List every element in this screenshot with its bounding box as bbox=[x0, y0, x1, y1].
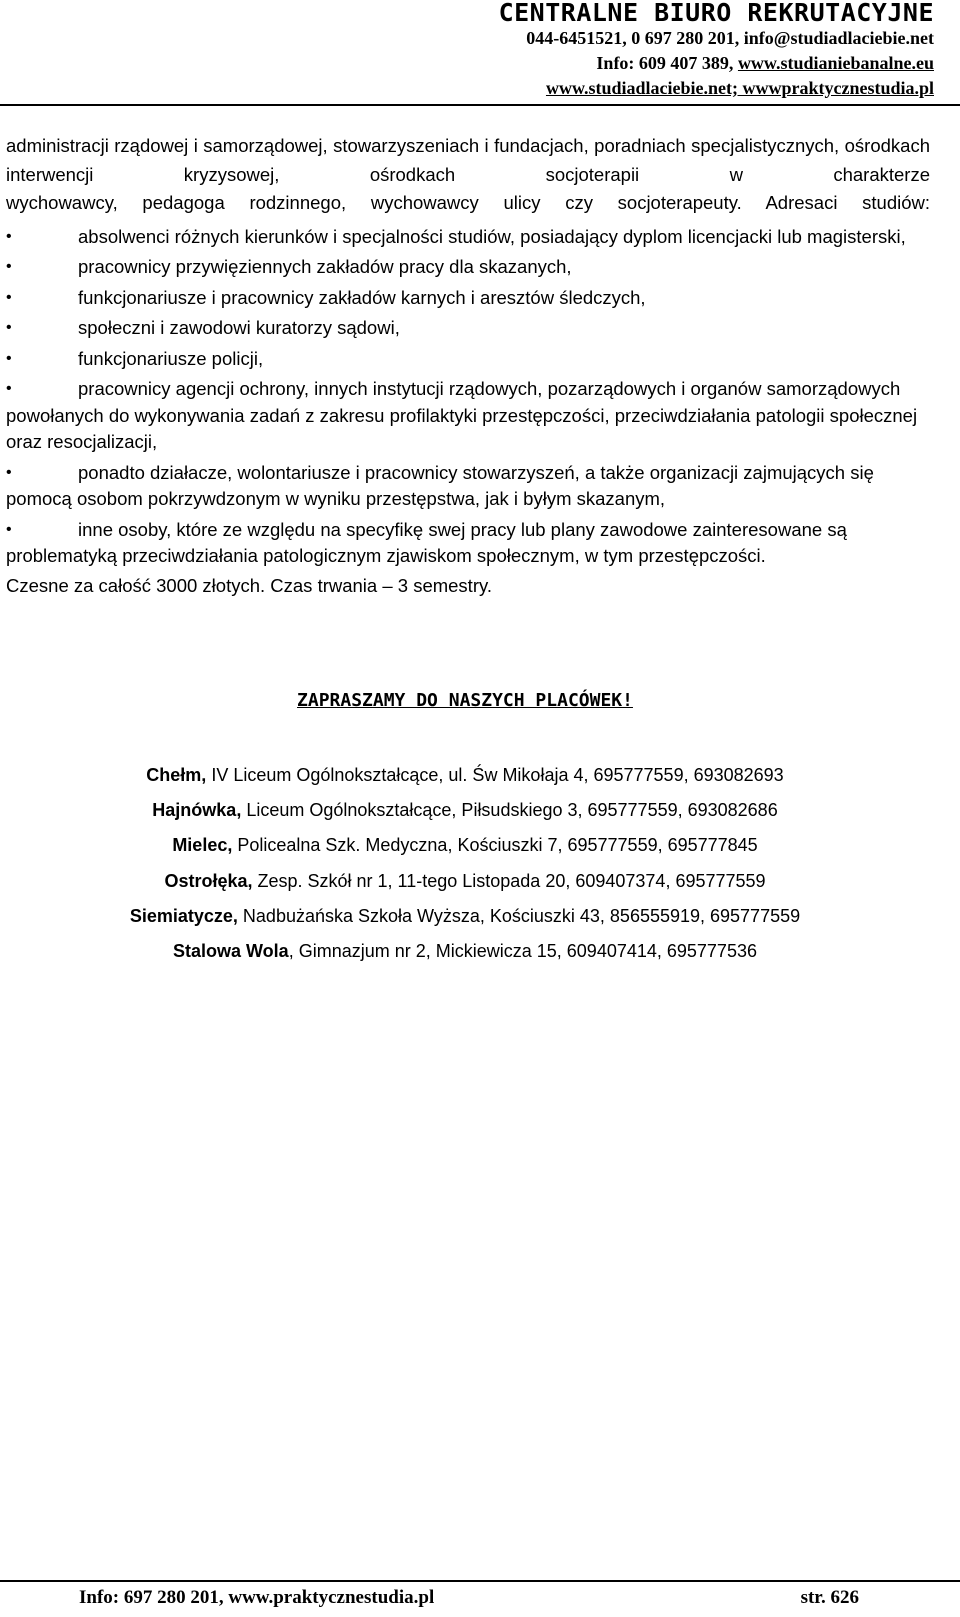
location-item bbox=[0, 758, 930, 793]
list-item: • ponadto działacze, wolontariusze i pracownicy stowarzyszeń, a także organizacji zajmujących się pomocą osobom pokrzywdzonym w wyniku przestępstwa, jak i byłym skazanym, bbox=[6, 461, 874, 509]
list-item: • inne osoby, które ze względu na specyfikę swej pracy lub plany zawodowe zainteresowane są problematyką przeciwdziałania patologicznym zjawiskom społecznym, w tym przestępczości. bbox=[6, 518, 847, 566]
bullet-icon: • bbox=[6, 380, 12, 397]
intro-line: specjalistycznych, ośrodkach interwencji kryzysowej, ośrodkach socjoterapii w charakterze bbox=[6, 135, 930, 185]
location-item bbox=[0, 793, 930, 828]
header-info-link[interactable]: www.studianiebanalne.eu bbox=[737, 53, 934, 73]
list-item: • absolwenci różnych kierunków i specjalności studiów, posiadający dyplom licencjacki lub magisterski, bbox=[6, 224, 930, 251]
bullet-icon: • bbox=[6, 227, 12, 245]
location-city: Siemiatycze, bbox=[129, 905, 238, 926]
location-details: Zesp. Szkół nr 1, 11-tego Listopada 20, 609407374, 695777559 bbox=[252, 870, 766, 891]
location-item bbox=[0, 828, 930, 863]
intro-line: administracji rządowej i samorządowej, stowarzyszeniach i fundacjach, poradniach bbox=[6, 135, 686, 156]
main-content bbox=[6, 132, 930, 599]
locations-list bbox=[0, 758, 930, 969]
location-city: Ostrołęka, bbox=[164, 870, 253, 891]
location-item bbox=[0, 864, 930, 899]
header-info bbox=[374, 51, 934, 76]
intro-paragraph-end bbox=[6, 189, 930, 218]
list-item: • funkcjonariusze i pracownicy zakładów karnych i aresztów śledczych, bbox=[6, 285, 930, 312]
location-details: IV Liceum Ogólnokształcące, ul. Św Mikołaja 4, 695777559, 693082693 bbox=[206, 765, 784, 785]
bullet-icon: • bbox=[6, 288, 12, 306]
location-city: Stalowa Wola bbox=[173, 941, 289, 962]
bullet-icon: • bbox=[6, 520, 12, 538]
list-item: • pracownicy przywięziennych zakładów pracy dla skazanych, bbox=[6, 254, 930, 281]
header-websites[interactable]: www.studiadlaciebie.net; wwwpraktycznestudia.pl bbox=[545, 78, 934, 98]
recipients-title: Adresaci studiów: bbox=[765, 192, 931, 213]
list-item: • pracownicy agencji ochrony, innych instytucji rządowych, pozarządowych i organów samorządowych powołanych do wykonywania zadań z zakresu profilaktyki przestępczości, przeciwdziałania patologii społecznej oraz resocjalizacji, bbox=[6, 378, 918, 452]
list-item: • funkcjonariusze policji, bbox=[6, 346, 930, 373]
recipients-list bbox=[6, 224, 930, 570]
bullet-icon: • bbox=[6, 258, 12, 275]
footer-info: Info: 697 280 201, www.praktycznestudia.pl bbox=[79, 1587, 435, 1608]
intro-line: wychowawcy, pedagoga rodzinnego, wychowawcy ulicy czy socjoterapeuty. bbox=[6, 192, 742, 213]
location-item bbox=[0, 934, 930, 969]
list-item: • społeczni i zawodowi kuratorzy sądowi, bbox=[6, 315, 930, 342]
bullet-icon: • bbox=[6, 463, 12, 481]
fee-text: Czesne za całość 3000 złotych. Czas trwania – 3 semestry. bbox=[6, 574, 493, 596]
page-header bbox=[374, 0, 934, 101]
location-details: Liceum Ogólnokształcące, Piłsudskiego 3, 695777559, 693082686 bbox=[241, 800, 778, 821]
location-city: Chełm, bbox=[146, 765, 207, 785]
header-title: CENTRALNE BIURO REKRUTACYJNE bbox=[498, 0, 934, 27]
bullet-icon: • bbox=[6, 349, 12, 367]
location-details: , Gimnazjum nr 2, Mickiewicza 15, 609407414, 695777536 bbox=[288, 941, 757, 962]
location-details: Nadbużańska Szkoła Wyższa, Kościuszki 43, 856555919, 695777559 bbox=[237, 905, 801, 926]
page-number: str. 626 bbox=[800, 1587, 859, 1608]
intro-paragraph bbox=[6, 132, 930, 189]
header-info-prefix: Info: 609 407 389, bbox=[596, 53, 738, 73]
location-item bbox=[0, 899, 930, 934]
invite-heading: ZAPRASZAMY DO NASZYCH PLACÓWEK! bbox=[297, 690, 633, 711]
header-contact: 044-6451521, 0 697 280 201, info@studiadlaciebie.net bbox=[526, 28, 934, 48]
footer-divider bbox=[0, 1580, 960, 1582]
header-divider bbox=[0, 104, 960, 106]
location-details: Policealna Szk. Medyczna, Kościuszki 7, 695777559, 695777845 bbox=[232, 835, 758, 856]
location-city: Mielec, bbox=[172, 835, 233, 856]
location-city: Hajnówka, bbox=[152, 800, 242, 821]
bullet-icon: • bbox=[6, 319, 12, 336]
